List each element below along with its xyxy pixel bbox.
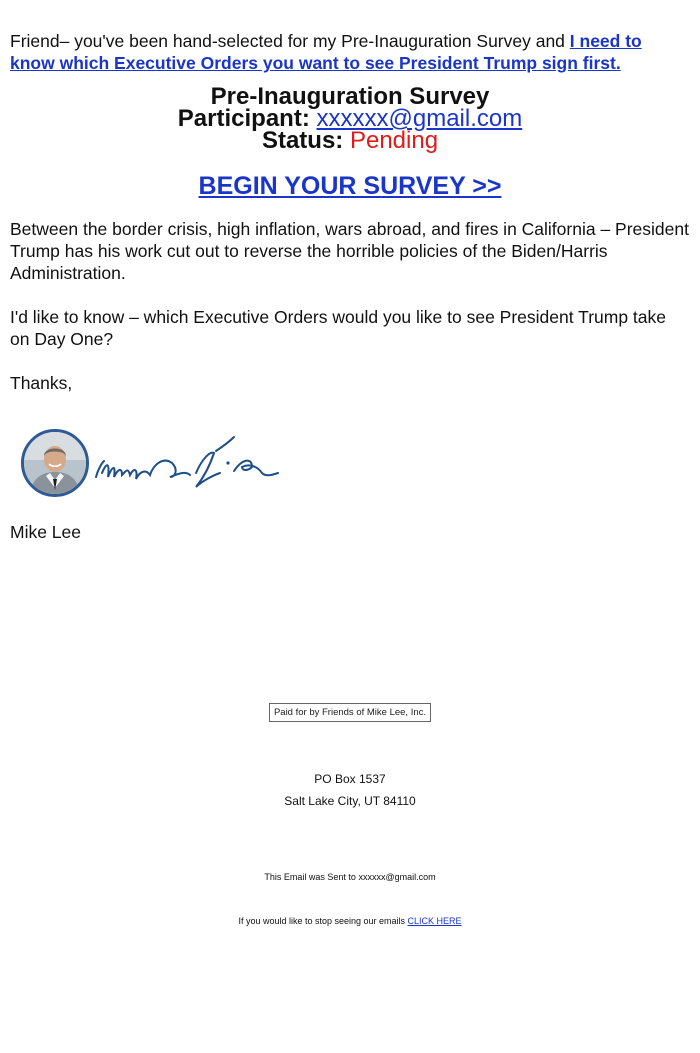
survey-title: Pre-Inauguration Survey [210,83,490,110]
intro-survey-link[interactable]: I need to know which Executive Orders you want to see President Trump sign first. [10,31,642,73]
status-badge: Pending [349,127,439,154]
body-paragraph-1: Between the border crisis, high inflation, wars abroad, and fires in California – President Trump has his work cut out to reverse the horrible policies of the Biden/Harris Administration. [10,219,689,283]
address-line-2: Salt Lake City, UT 84110 [284,794,416,808]
sent-to-notice: This Email was Sent to xxxxxx@gmail.com [264,872,436,882]
paid-for-text: Paid for by Friends of Mike Lee, Inc. [269,703,431,722]
paid-for-disclaimer [0,702,700,722]
body-paragraph-2: I'd like to know – which Executive Orders would you like to see President Trump take on Day One? [10,307,667,349]
signer-name: Mike Lee [10,522,82,542]
mailing-address [0,768,700,812]
unsubscribe-link[interactable]: CLICK HERE [407,916,462,926]
begin-survey-link[interactable]: BEGIN YOUR SURVEY >> [198,172,502,200]
intro-text: Friend– you've been hand-selected for my Pre-Inauguration Survey and [10,31,570,51]
status-line [10,127,690,154]
cta-container [10,172,690,200]
intro-paragraph [10,30,690,74]
participant-email-link[interactable]: xxxxxx@gmail.com [316,105,523,132]
unsubscribe-text: If you would like to stop seeing our emails [238,916,408,926]
signature-block [10,427,290,499]
thanks-text: Thanks, [10,373,73,393]
avatar-portrait-icon [24,432,86,494]
status-label: Status: [261,127,350,154]
signature-icon [92,433,282,493]
email-body [10,30,690,394]
survey-status-block [10,83,690,154]
unsubscribe-line [0,916,700,926]
address-line-1: PO Box 1537 [314,772,386,786]
participant-label: Participant: [177,105,317,132]
avatar [21,429,89,497]
